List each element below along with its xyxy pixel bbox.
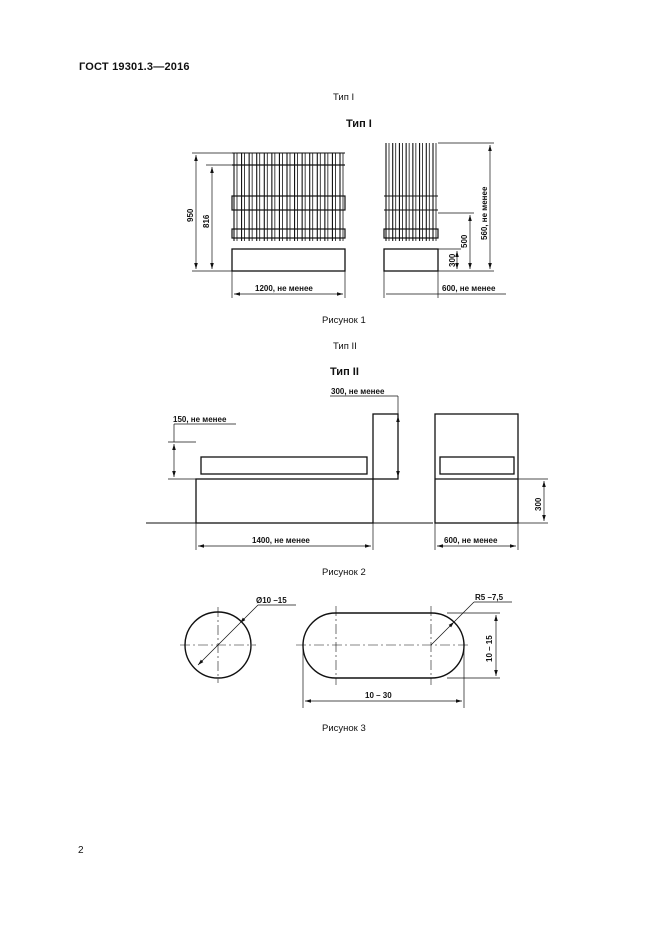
fig2-dim-150: 150, не менее: [173, 415, 227, 424]
fig2-title: Тип II: [330, 366, 359, 378]
fig1-front-view: [232, 153, 345, 271]
fig3-drawing: [180, 602, 512, 708]
fig3-slot: [303, 613, 464, 678]
fig1-caption-above: Тип I: [333, 92, 355, 103]
fig3-dim-height: 10 – 15: [485, 635, 494, 662]
fig1-dim-560: 560, не менее: [480, 186, 489, 240]
fig2-caption: Рисунок 2: [322, 567, 366, 578]
fig2-dim-300-top: 300, не менее: [331, 387, 385, 396]
fig1-dim-1200: 1200, не менее: [255, 284, 313, 293]
fig3-dim-diameter: Ø10 –15: [256, 596, 287, 605]
fig1-caption: Рисунок 1: [322, 315, 366, 326]
fig1-dim-950: 950: [186, 208, 195, 222]
fig2-dim-1400: 1400, не менее: [252, 536, 310, 545]
fig3-caption: Рисунок 3: [322, 723, 366, 734]
fig3-dim-radius: R5 –7,5: [475, 593, 504, 602]
fig2-caption-above: Тип II: [333, 341, 357, 352]
fig1-dim-500: 500: [460, 234, 469, 248]
fig1-dim-300: 300: [448, 253, 457, 267]
fig1-dim-600: 600, не менее: [442, 284, 496, 293]
fig1-drawing: [192, 143, 506, 298]
fig2-dim-300: 300: [534, 497, 543, 511]
fig2-dim-600: 600, не менее: [444, 536, 498, 545]
fig1-side-view: [384, 143, 438, 271]
document-header: ГОСТ 19301.3—2016: [79, 61, 190, 73]
page-number: 2: [78, 845, 84, 856]
fig3-dim-width: 10 – 30: [365, 691, 392, 700]
fig1-title: Тип I: [346, 118, 372, 130]
fig1-dim-816: 816: [202, 214, 211, 228]
